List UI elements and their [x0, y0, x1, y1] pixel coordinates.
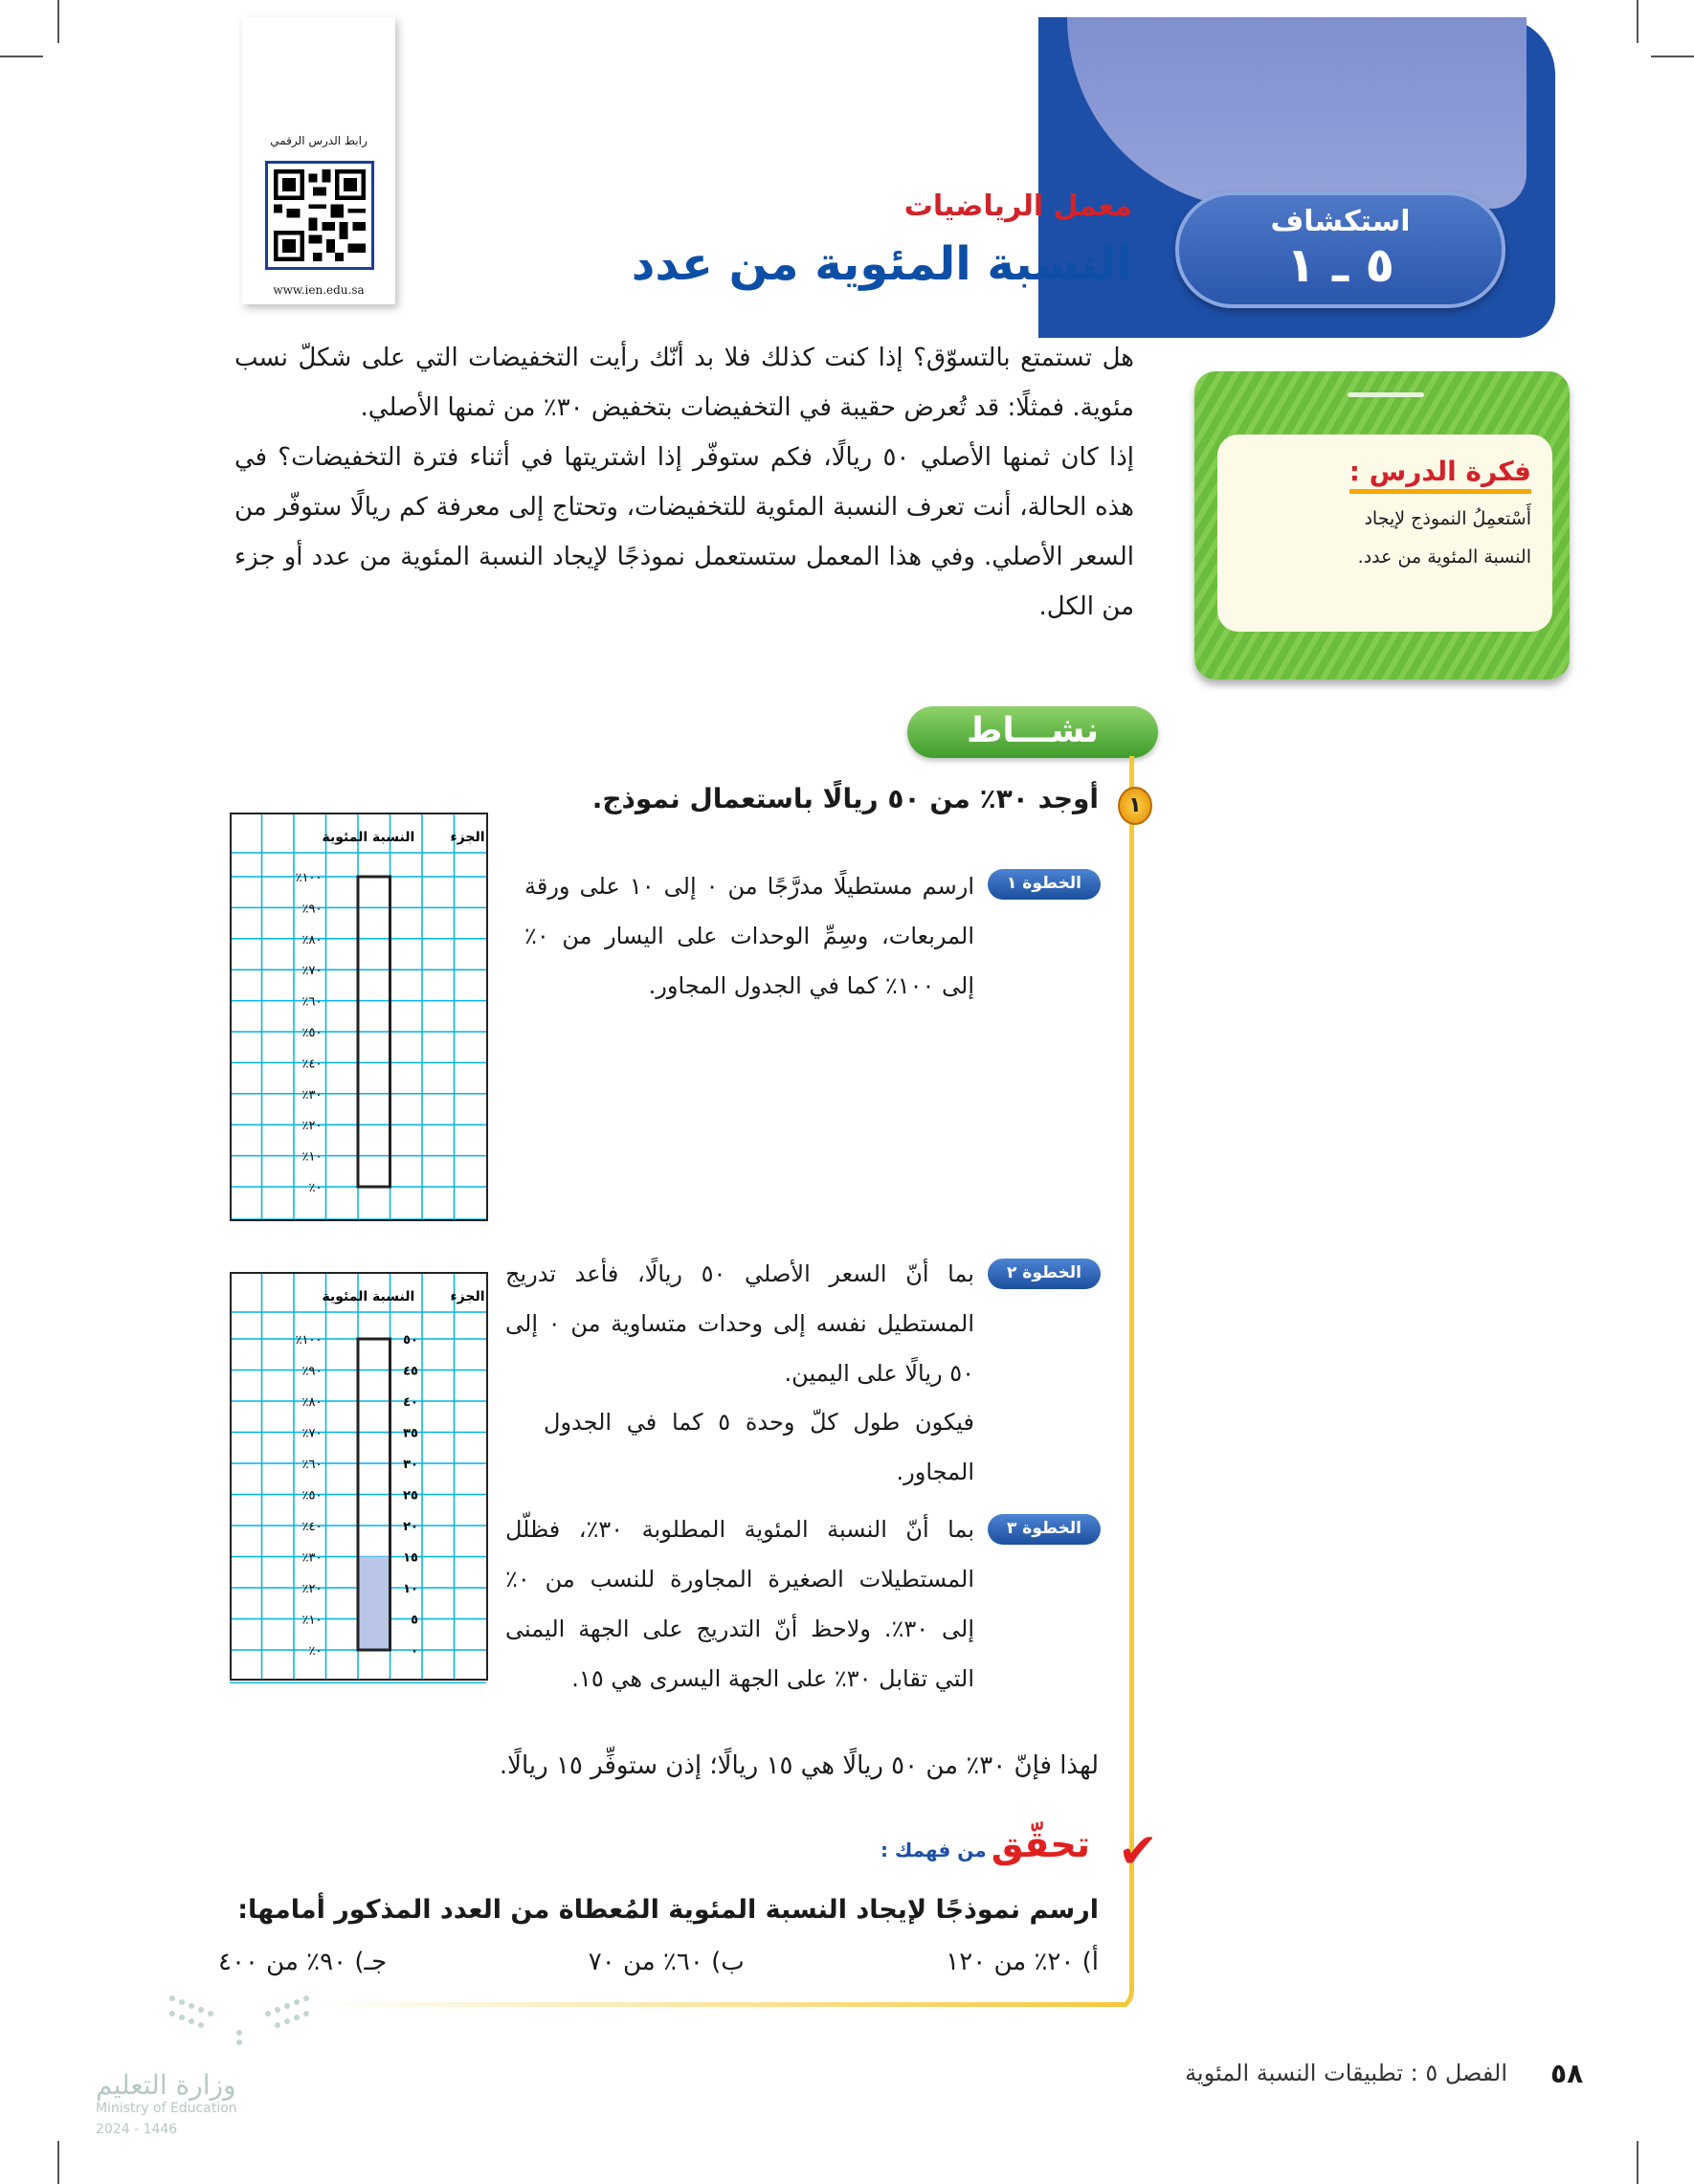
- lesson-idea-heading: فكرة الدرس :: [1349, 456, 1531, 494]
- check-mark-icon: ✔: [1118, 1823, 1158, 1879]
- percent-tick-label: ٪١٠٠: [295, 871, 323, 885]
- part-tick-label: ٤٥: [403, 1364, 418, 1379]
- part-tick-label: ٤٠: [403, 1395, 418, 1410]
- crop-mark: [1637, 2141, 1638, 2184]
- percent-tick-label: ٪١٠٠: [295, 1333, 323, 1348]
- lesson-badge: [1175, 191, 1505, 308]
- percent-tick-label: ٪٥٠: [301, 1026, 323, 1040]
- intro-text: [234, 333, 1134, 632]
- step-2-text-2: فيكون طول كلّ وحدة ٥ كما في الجدول المجاور.: [544, 1409, 974, 1485]
- activity-border-bottom: [316, 1991, 1134, 2012]
- step-3-badge: الخطوة ٣: [988, 1514, 1101, 1545]
- percent-tick-label: ٪٦٠: [301, 1458, 323, 1472]
- check-understanding-heading: [880, 1823, 1090, 1865]
- percent-tick-label: ٪٨٠: [301, 1395, 323, 1410]
- activity-header: نشـــاط: [907, 706, 1158, 758]
- activity-border: [1129, 756, 1134, 1991]
- step-2-text: بما أنّ السعر الأصلي ٥٠ ريالًا، فأعد تدريج المستطيل نفسه إلى وحدات متساوية من ٠ إلى ٥٠ ريالًا على اليمين.: [505, 1260, 974, 1387]
- crop-mark: [57, 0, 59, 43]
- step-2-badge: الخطوة ٢: [988, 1259, 1101, 1289]
- percent-tick-label: ٪١٠: [301, 1149, 323, 1165]
- conclusion-text: لهذا فإنّ ٣٠٪ من ٥٠ ريالًا هي ١٥ ريالًا؛ إذن ستوفِّر ١٥ ريالًا.: [499, 1751, 1099, 1780]
- header-part: الجزء: [450, 1289, 485, 1304]
- ministry-logo: [96, 1991, 325, 2137]
- explore-label: استكشاف: [1270, 205, 1411, 238]
- percent-tick-label: ٪٤٠: [301, 1057, 323, 1072]
- percent-model-grid-2: [230, 1272, 490, 1683]
- part-tick-label: ٥٠: [403, 1333, 418, 1348]
- percent-tick-label: ٪٧٠: [301, 1426, 323, 1441]
- check-prompt: ارسم نموذجًا لإيجاد النسبة المئوية المُعطاة من العدد المذكور أمامها:: [237, 1895, 1099, 1925]
- percent-tick-label: ٪٣٠: [301, 1087, 323, 1103]
- crop-mark: [57, 2141, 59, 2184]
- percent-tick-label: ٪٧٠: [301, 964, 323, 979]
- exercise-c: جـ) ٩٠٪ من ٤٠٠: [218, 1948, 388, 1976]
- intro-paragraph-2: إذا كان ثمنها الأصلي ٥٠ ريالًا، فكم ستوفّر إذا اشتريتها في أثناء فترة التخفيضات؟ في هذه الحالة، أنت تعرف النسبة المئوية للتخفيضات، وتحتاج إلى معرفة كم ريالًا ستوفّر من السعر الأصلي. وفي هذا المعمل ستستعمل نموذجًا لإيجاد النسبة المئوية من عدد أو جزء من الكل.: [234, 443, 1134, 621]
- qr-url[interactable]: www.ien.edu.sa: [273, 283, 365, 297]
- part-tick-label: ٣٠: [403, 1458, 418, 1472]
- question-text: أوجد ٣٠٪ من ٥٠ ريالًا باستعمال نموذج.: [591, 783, 1099, 814]
- percent-tick-label: ٪٦٠: [301, 994, 323, 1010]
- part-tick-label: ٢٠: [403, 1520, 418, 1534]
- percent-tick-label: ٪٩٠: [301, 1364, 323, 1379]
- part-tick-label: ٣٥: [403, 1426, 418, 1441]
- percent-tick-label: ٪٠: [308, 1644, 323, 1659]
- percent-model-grid-1: [230, 813, 490, 1224]
- percent-tick-label: ٪٥٠: [301, 1488, 323, 1504]
- check-subtitle: من فهمك :: [880, 1839, 987, 1861]
- part-tick-label: ١٠: [403, 1582, 418, 1596]
- ministry-name-ar: وزارة التعليم: [96, 2069, 236, 2101]
- shaded-region: [358, 1557, 390, 1651]
- page-title: النسبة المئوية من عدد: [631, 237, 1132, 291]
- crop-mark: [1651, 56, 1694, 57]
- percent-tick-label: ٪٠: [308, 1181, 323, 1195]
- qr-code-icon[interactable]: [265, 161, 374, 270]
- chapter-title: الفصل ٥ : تطبيقات النسبة المئوية: [1185, 2060, 1507, 2086]
- percent-tick-label: ٪٩٠: [301, 902, 323, 917]
- lesson-idea-line-1: أَسْتعمِلُ النموذج لإيجاد: [1364, 508, 1531, 529]
- percent-tick-label: ٪٨٠: [301, 932, 323, 947]
- lesson-idea-line-2: النسبة المئوية من عدد.: [1357, 546, 1531, 568]
- percent-tick-label: ٪٣٠: [301, 1550, 323, 1566]
- header-percent: النسبة المئوية: [322, 1289, 415, 1304]
- percent-tick-label: ٪١٠: [301, 1613, 323, 1628]
- header-percent: النسبة المئوية: [322, 830, 415, 845]
- crop-mark: [1637, 0, 1638, 43]
- ministry-name-en: Ministry of Education: [96, 2101, 237, 2116]
- question-number: ١: [1118, 787, 1152, 825]
- exercise-list: [218, 1948, 1099, 1976]
- edition-year: 2024 - 1446: [96, 2122, 178, 2137]
- part-tick-label: ٥: [411, 1613, 418, 1628]
- qr-label: رابط الدرس الرقمي: [270, 134, 368, 147]
- step-3-text: بما أنّ النسبة المئوية المطلوبة ٣٠٪، فظلّل المستطيلات الصغيرة المجاورة للنسب من ٠٪ إلى ٣٠٪. ولاحظ أنّ التدريج على الجهة اليمنى التي تقابل ٣٠٪ على الجهة اليسرى هي ١٥.: [505, 1516, 975, 1692]
- percent-tick-label: ٪٤٠: [301, 1520, 323, 1534]
- percent-tick-label: ٪٢٠: [301, 1119, 323, 1134]
- part-tick-label: ١٥: [403, 1550, 418, 1566]
- page-number: ٥٨: [1550, 2058, 1584, 2089]
- ministry-dots-icon: [96, 1991, 316, 2048]
- qr-card[interactable]: [242, 17, 395, 304]
- step-1-text: ارسم مستطيلًا مدرَّجًا من ٠ إلى ١٠ على ورقة المربعات، وسِمِّ الوحدات على اليسار من ٠٪ إلى ١٠٠٪ كما في الجدول المجاور.: [524, 873, 974, 999]
- header-part: الجزء: [450, 830, 485, 845]
- exercise-a: أ) ٢٠٪ من ١٢٠: [946, 1948, 1099, 1976]
- part-tick-label: ٢٥: [403, 1488, 418, 1504]
- step-1-badge: الخطوة ١: [988, 869, 1101, 900]
- crop-mark: [0, 56, 43, 57]
- intro-paragraph-1: هل تستمتع بالتسوّق؟ إذا كنت كذلك فلا بد أنّك رأيت التخفيضات التي على شكلّ نسب مئوية. فمثلًا: قد تُعرض حقيبة في التخفيضات بتخفيض ٣٠٪ من ثمنها الأصلي.: [234, 344, 1134, 422]
- check-title: تحقّق: [991, 1823, 1090, 1865]
- percent-tick-label: ٪٢٠: [301, 1582, 323, 1596]
- lab-subtitle: معمل الرياضيات: [903, 189, 1132, 223]
- lesson-number: ٥ ـ ١: [1286, 237, 1394, 293]
- part-tick-label: ٠: [411, 1644, 418, 1659]
- lesson-idea-box: [1194, 371, 1570, 680]
- exercise-b: ب) ٦٠٪ من ٧٠: [588, 1948, 745, 1976]
